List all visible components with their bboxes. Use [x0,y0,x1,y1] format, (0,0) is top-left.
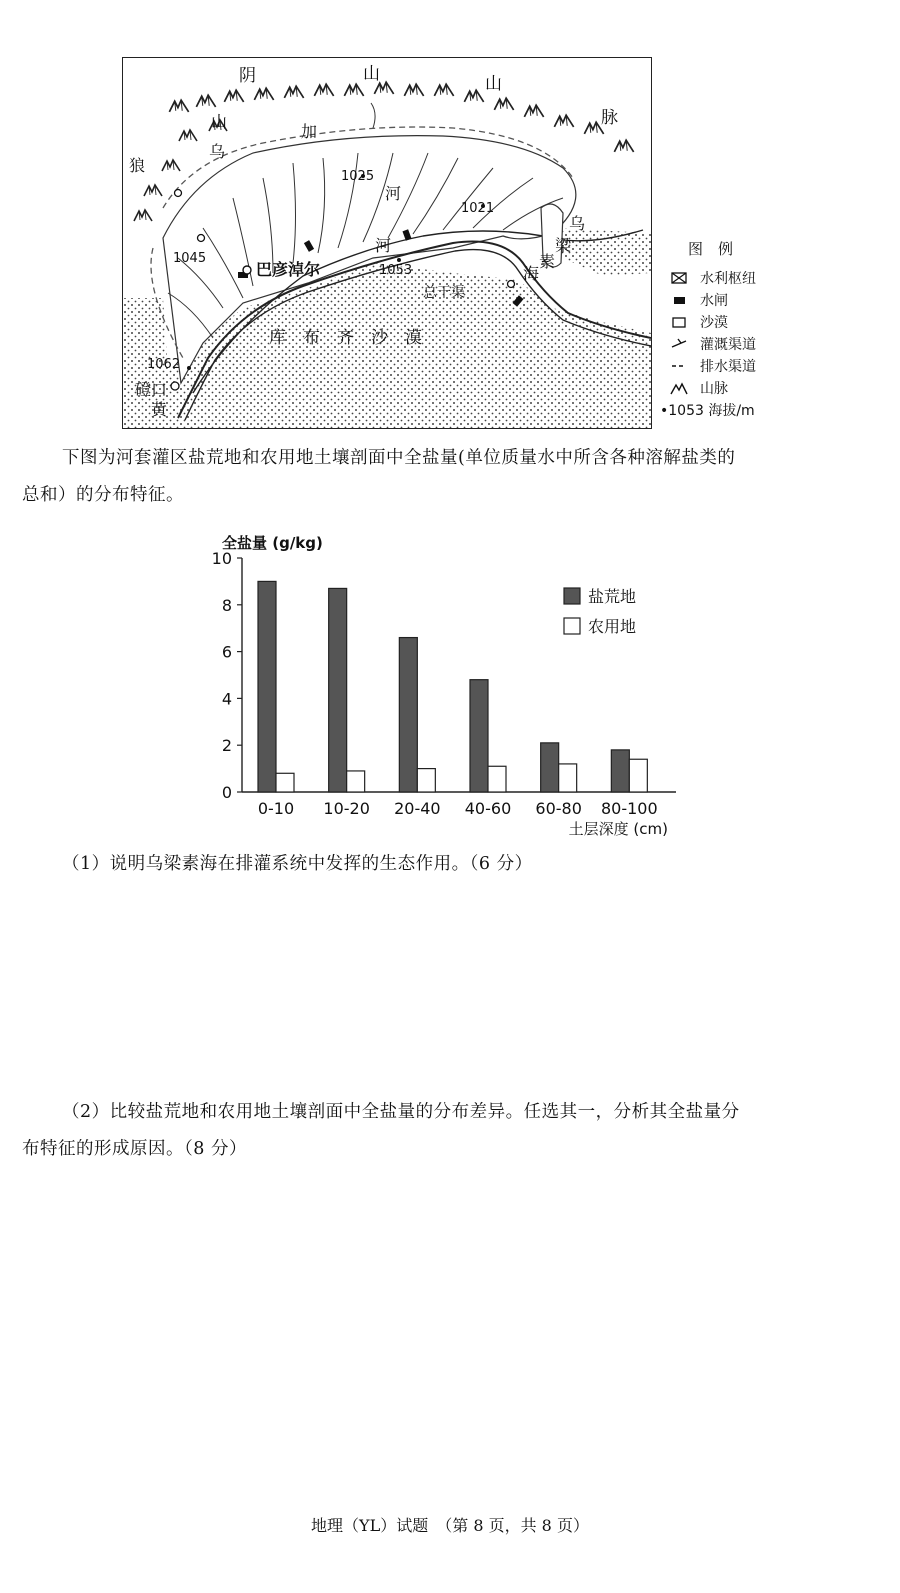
irrigation-canal-icon [668,337,690,351]
label-yin: 阴 [239,66,256,86]
y-tick-label: 8 [221,595,232,615]
y-tick-label: 6 [221,642,232,662]
y-tick-label: 10 [211,549,232,568]
y-axis-label: 全盐量 (g/kg) [222,534,323,552]
question-2-line-2: 布特征的形成原因。（8 分） [22,1139,247,1159]
bar-saline [329,588,347,792]
label-bayannur: 巴彦淖尔 [256,260,321,279]
elevation-label: 1021 [461,201,495,216]
label-dengkou: 磴口 [135,380,168,399]
chart-svg [208,530,688,840]
question-2-line-1: （2）比较盐荒地和农用地土壤剖面中全盐量的分布差异。任选其一，分析其全盐量分 [62,1102,740,1122]
intro-line-2: 总和）的分布特征。 [22,485,184,505]
hetao-map [122,57,652,429]
label-wu: 乌 [569,214,586,233]
legend-label: 灌溉渠道 [700,337,756,353]
label-lang: 狼 [129,156,146,175]
label-lang-wu: 乌 [209,142,226,161]
legend-title: 图 例 [688,240,734,258]
bar-saline [399,638,417,792]
legend-row-elevation [660,399,798,421]
legend-row-drainage [668,355,798,377]
label-shan-2: 山 [485,74,502,94]
label-jia: 加 [301,122,318,141]
question-2 [22,1094,880,1168]
legend-row-sluice [668,289,798,311]
legend-row-mountain [668,377,798,399]
label-kubuqi-desert: 库 布 齐 沙 漠 [269,328,422,348]
label-liang: 梁 [555,236,572,255]
elevation-label: 1025 [341,169,375,184]
label-he-2: 河 [375,236,392,255]
elevation-label: 1062 [147,357,181,372]
label-su: 素 [539,252,556,271]
bar-saline [611,750,629,792]
x-tick-label: 60-80 [535,799,582,818]
bar-saline [258,581,276,792]
label-he-1: 河 [385,184,402,203]
x-tick-label: 80-100 [600,799,658,818]
bar-farmland [559,764,577,792]
label-hai: 海 [523,264,540,283]
legend-label: 排水渠道 [700,359,756,375]
drainage-canal-icon [668,359,690,373]
salt-content-chart [208,530,688,840]
x-tick-label: 40-60 [464,799,512,818]
label-main-canal: 总干渠 [423,285,465,301]
legend-label: 沙漠 [700,315,728,331]
x-tick-label: 10-20 [323,799,370,818]
page-footer: 地理（YL）试题 （第 8 页，共 8 页） [311,1516,589,1535]
label-mai: 脉 [601,108,618,128]
sluice-icon [668,293,690,307]
label-huang: 黄 [151,400,168,419]
bar-saline [470,680,488,792]
legend-label: 山脉 [700,381,728,397]
legend-row-hydro-hub [668,267,798,289]
y-tick-label: 0 [221,783,232,802]
bar-farmland [629,759,647,792]
bar-saline [541,743,559,792]
legend-swatch [564,588,580,604]
label-shan-1: 山 [363,64,380,84]
intro-paragraph [22,440,880,514]
bar-farmland [347,771,365,792]
label-lang-shan: 山 [211,112,228,131]
legend-label: •1053 海拔/m [660,403,755,419]
elevation-label: 1045 [173,251,207,266]
legend-label: 农用地 [588,617,637,636]
x-tick-label: 20-40 [394,799,441,818]
question-1: （1）说明乌梁素海在排灌系统中发挥的生态作用。（6 分） [62,854,533,874]
bar-farmland [417,769,435,792]
y-tick-label: 2 [221,736,232,756]
legend-swatch [564,618,580,634]
intro-line-1: 下图为河套灌区盐荒地和农用地土壤剖面中全盐量(单位质量水中所含各种溶解盐类的 [62,448,736,468]
bar-farmland [276,773,294,792]
y-tick-label: 4 [221,689,232,709]
legend-label: 水利枢纽 [700,271,756,287]
legend-label: 盐荒地 [588,587,637,606]
legend-row-irrigation [668,333,798,355]
x-axis-label: 土层深度 (cm) [568,820,668,838]
elevation-label: 1053 [379,263,413,278]
bar-farmland [488,766,506,792]
legend-row-desert [668,311,798,333]
desert-icon [668,315,690,329]
map-legend [660,238,798,421]
legend-label: 水闸 [700,293,728,309]
mountain-icon [668,381,690,395]
x-tick-label: 0-10 [257,799,295,818]
hydro-hub-icon [668,271,690,285]
